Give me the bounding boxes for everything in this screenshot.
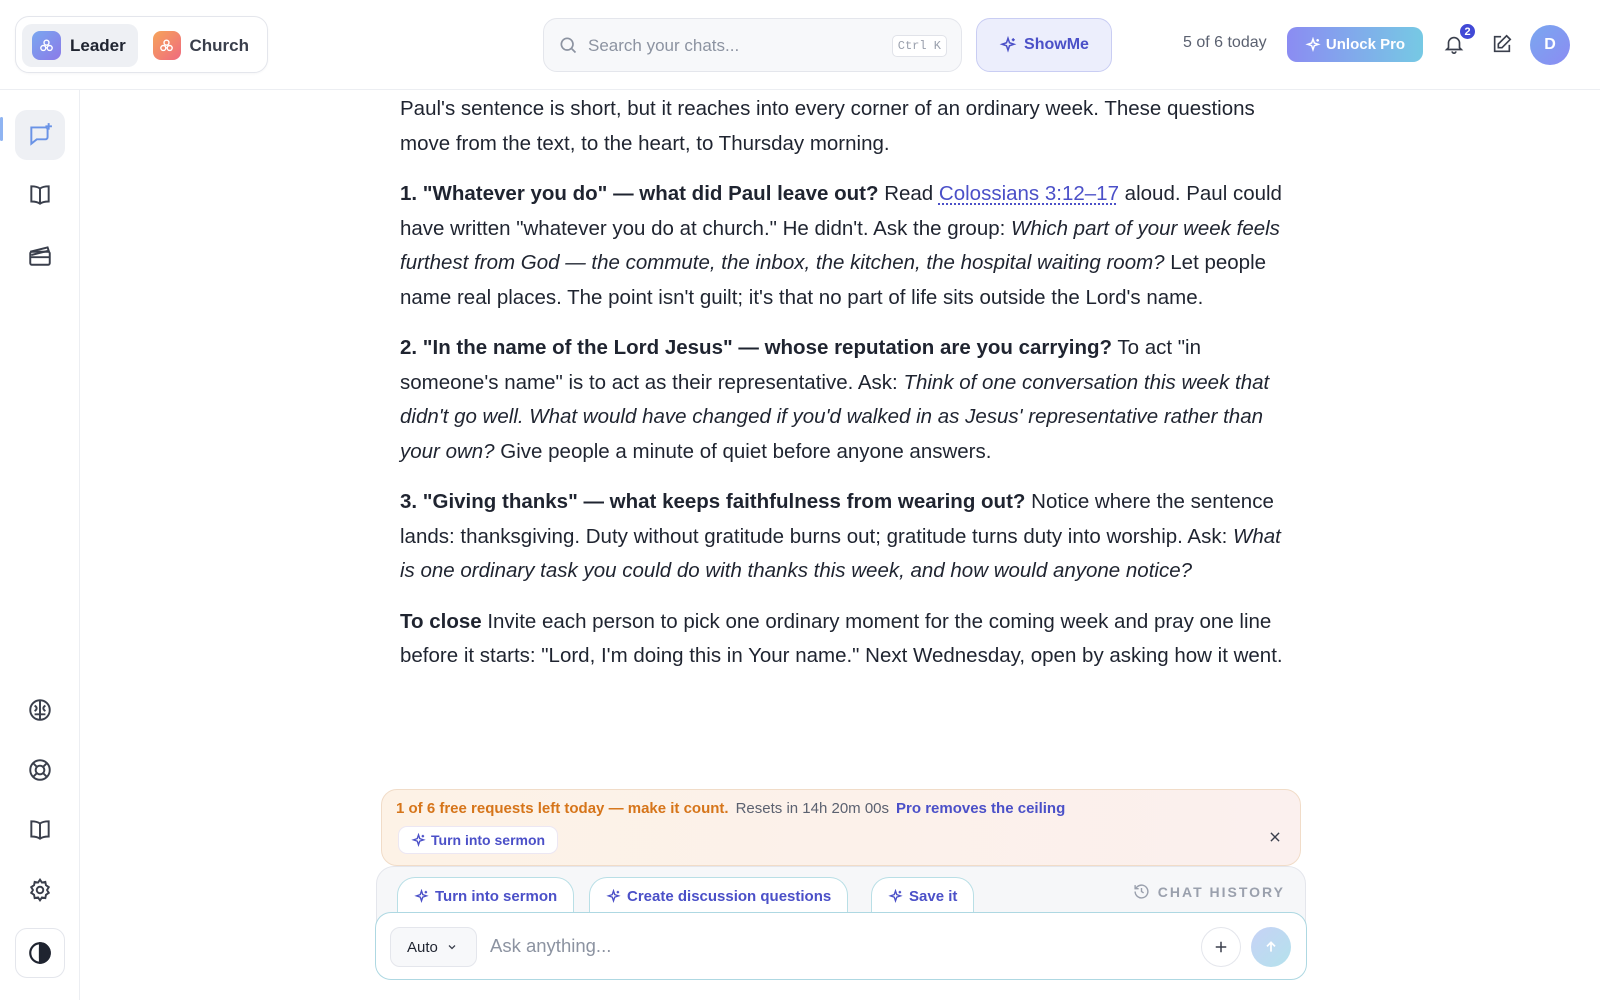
question-2-prompt: Think of one conversation this week that didn't go well. What would have changed if you'd walked in as Jesus' representative rather than your own?: [400, 370, 1270, 463]
scripture-link[interactable]: Colossians 3:12–17: [938, 182, 1119, 205]
sparkle-icon: [414, 889, 429, 904]
banner-chip-label: Turn into sermon: [431, 832, 546, 848]
left-sidebar: [0, 90, 80, 1000]
gear-icon: [27, 877, 53, 903]
chat-history-button[interactable]: [1133, 883, 1285, 900]
daily-quota-text: 5 of 6 today: [1183, 34, 1267, 51]
banner-text: [396, 800, 1065, 817]
notification-count-badge: 2: [1458, 22, 1477, 41]
free-requests-banner: [381, 789, 1301, 866]
new-chat-icon: [27, 122, 53, 148]
church-logo-icon: [153, 31, 181, 60]
question-2: [400, 331, 1290, 469]
arrow-up-icon: [1263, 939, 1279, 955]
sparkle-icon: [1305, 37, 1321, 53]
showme-button[interactable]: [976, 18, 1112, 72]
question-1-body: aloud. Paul could have written "whatever you do at church." He didn't. Ask the group:: [400, 182, 1282, 240]
question-1-pre-link: Read: [878, 182, 939, 205]
sidebar-item-support[interactable]: [15, 745, 65, 795]
requests-left-warning: 1 of 6 free requests left today — make it count.: [396, 800, 729, 817]
sparkle-icon: [999, 36, 1017, 54]
history-icon: [1133, 883, 1150, 900]
search-shortcut-hint: Ctrl K: [892, 35, 947, 57]
sparkle-icon: [888, 889, 903, 904]
search-box[interactable]: [543, 18, 962, 72]
question-2-tail: Give people a minute of quiet before anyone answers.: [494, 439, 992, 463]
support-icon: [27, 757, 53, 783]
quick-action-label: Turn into sermon: [435, 888, 558, 905]
video-icon: [27, 242, 53, 268]
leader-logo-icon: [32, 31, 61, 60]
question-2-body: To act "in someone's name" is to act as their representative. Ask:: [400, 336, 1201, 394]
search-input[interactable]: [588, 33, 878, 59]
chat-history-label: CHAT HISTORY: [1157, 883, 1285, 900]
intro-paragraph: Paul's sentence is short, but it reaches into every corner of an ordinary week. These questions move from the text, to the heart, to Thursday morning.: [400, 97, 1255, 155]
search-icon: [558, 35, 578, 60]
question-3-heading: 3. "Giving thanks" — what keeps faithfulness from wearing out?: [400, 490, 1026, 513]
reset-timer: Resets in 14h 20m 00s: [735, 800, 890, 817]
bible-icon: [27, 182, 53, 208]
model-selector[interactable]: [390, 927, 477, 967]
pro-upsell-link[interactable]: Pro removes the ceiling: [896, 800, 1066, 817]
close-icon[interactable]: [1268, 830, 1282, 849]
workspace-church-label: Church: [189, 35, 249, 55]
workspace-leader-label: Leader: [70, 35, 126, 55]
chevron-down-icon: [446, 941, 458, 953]
question-3: [400, 485, 1290, 589]
quick-action-label: Create discussion questions: [627, 888, 832, 905]
quick-action-save-it[interactable]: [871, 877, 974, 915]
compose-icon[interactable]: [1491, 33, 1513, 60]
message-input[interactable]: [490, 932, 1160, 960]
sidebar-item-brain[interactable]: [15, 685, 65, 735]
question-1: [400, 177, 1290, 315]
closing-heading: To close: [400, 609, 482, 633]
assistant-message: [400, 92, 1290, 690]
sparkle-icon: [411, 833, 426, 848]
send-button[interactable]: [1251, 927, 1291, 967]
brain-icon: [27, 697, 53, 723]
model-selector-value: Auto: [407, 938, 438, 956]
question-3-prompt: What is one ordinary task you could do with thanks this week, and how would anyone notice?: [400, 524, 1281, 582]
question-1-tail: Let people name real places. The point isn't guilt; it's that no part of life sits outside the Lord's name.: [400, 251, 1267, 309]
unlock-pro-button[interactable]: [1287, 27, 1423, 62]
banner-turn-into-sermon-button[interactable]: [398, 826, 558, 854]
sidebar-item-bible[interactable]: [15, 170, 65, 220]
unlock-pro-label: Unlock Pro: [1325, 36, 1406, 53]
sidebar-item-new-chat[interactable]: [15, 110, 65, 160]
workspace-church[interactable]: [143, 24, 259, 67]
quick-action-create-discussion-questions[interactable]: [589, 877, 848, 915]
attach-button[interactable]: [1201, 927, 1241, 967]
showme-label: ShowMe: [1024, 36, 1089, 53]
book-icon: [27, 817, 53, 843]
active-indicator: [0, 117, 3, 141]
workspace-switcher: [15, 16, 268, 73]
question-1-prompt: Which part of your week feels furthest from God — the commute, the inbox, the kitchen, the hospital waiting room?: [400, 216, 1280, 274]
workspace-leader[interactable]: [22, 24, 138, 67]
message-composer: [375, 912, 1307, 980]
user-avatar[interactable]: D: [1530, 25, 1570, 65]
closing-paragraph: [400, 605, 1290, 674]
top-bar: [0, 0, 1600, 90]
question-3-body: Notice where the sentence lands: thanksgiving. Duty without gratitude burns out; gratitude turns duty into worship. Ask:: [400, 490, 1274, 548]
sparkle-icon: [606, 889, 621, 904]
closing-body: Invite each person to pick one ordinary moment for the coming week and pray one line before it starts: "Lord, I'm doing this in Your name." Next Wednesday, open by asking how it went.: [400, 609, 1283, 667]
quick-action-label: Save it: [909, 888, 958, 905]
plus-icon: [1212, 938, 1230, 956]
sidebar-item-video[interactable]: [15, 230, 65, 280]
sidebar-item-settings[interactable]: [15, 865, 65, 915]
quick-action-turn-into-sermon[interactable]: [397, 877, 574, 915]
theme-icon: [27, 940, 53, 966]
question-2-heading: 2. "In the name of the Lord Jesus" — whose reputation are you carrying?: [400, 336, 1113, 359]
theme-toggle-button[interactable]: [15, 928, 65, 978]
question-1-heading: 1. "Whatever you do" — what did Paul leave out?: [400, 182, 879, 205]
sidebar-item-library[interactable]: [15, 805, 65, 855]
